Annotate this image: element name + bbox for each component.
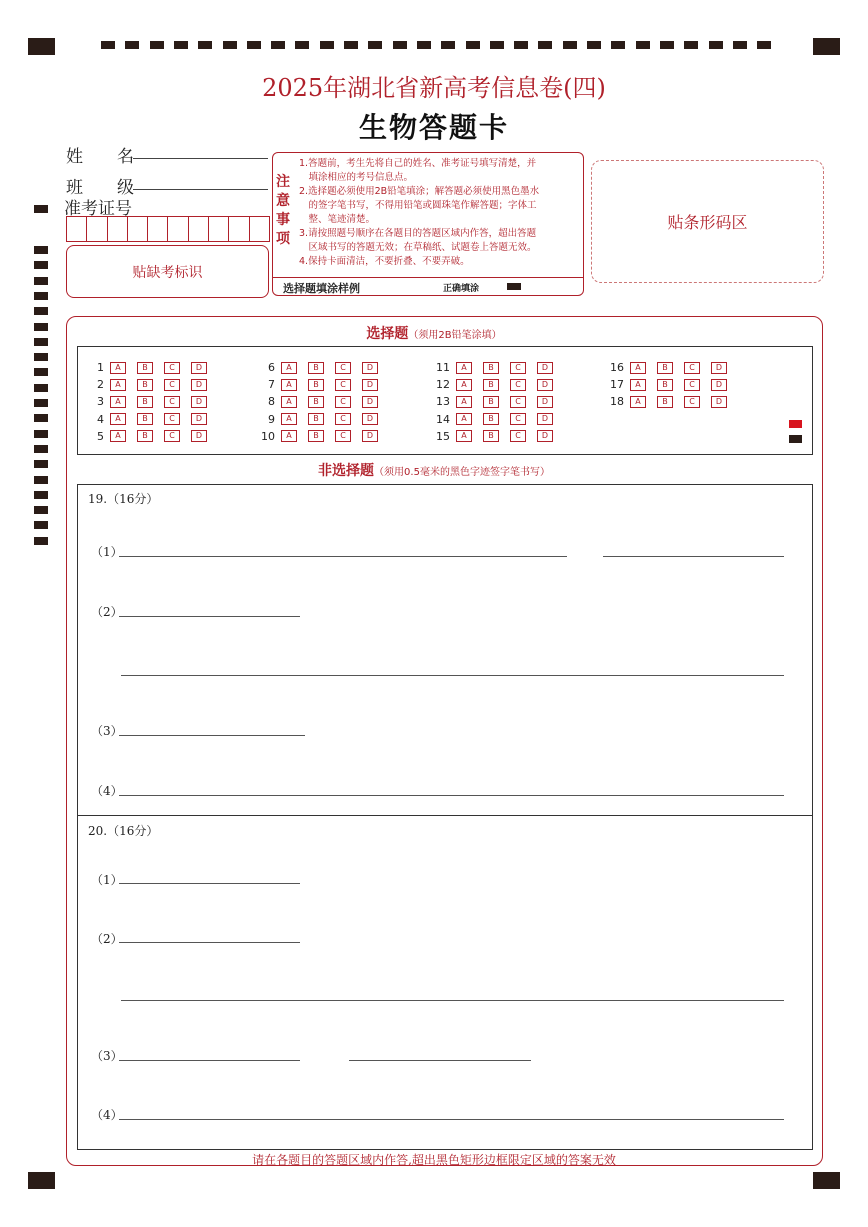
mc-option-bubble[interactable]: C [335,379,351,391]
timing-mark [660,41,674,49]
timing-mark [174,41,188,49]
q20-1-answer[interactable] [119,883,300,884]
mc-question-row [259,426,389,443]
timing-mark [34,414,48,422]
timing-mark [733,41,747,49]
mc-question-number: 16 [610,361,624,374]
mc-option-bubble[interactable]: B [308,362,324,374]
mc-question-number: 1 [97,361,104,374]
q20-part-2: （2） [91,932,123,946]
q19-part-2: （2） [91,605,123,619]
timing-mark [271,41,285,49]
mc-question-number: 3 [97,395,104,409]
mc-question-number: 9 [268,412,275,426]
q20-part-3: （3） [91,1049,123,1063]
q19-2-answer-a[interactable] [119,616,300,617]
timing-mark [441,41,455,49]
timing-mark [417,41,431,49]
mc-option-bubble[interactable]: D [537,430,553,442]
mc-option-bubble[interactable]: D [191,379,207,391]
mc-option-bubble[interactable]: B [308,430,324,442]
timing-mark [34,491,48,499]
mc-question-number: 6 [268,361,275,374]
mc-option-bubble[interactable]: A [110,379,126,391]
mc-option-bubble[interactable]: C [510,362,526,374]
q20-part-1: （1） [91,873,123,887]
mc-option-bubble[interactable]: B [308,379,324,391]
timing-mark [344,41,358,49]
sample-label: 选择题填涂样例 [283,282,360,295]
mc-option-bubble[interactable]: A [456,430,472,442]
mc-option-bubble[interactable]: C [684,362,700,374]
mc-option-bubble[interactable]: B [483,362,499,374]
mc-option-bubble[interactable]: C [164,379,180,391]
mc-option-bubble[interactable]: B [137,379,153,391]
timing-mark [34,292,48,300]
nonmc-section-title: 非选择题（须用0.5毫米的黑色字迹签字笔书写） [318,463,550,479]
timing-mark [320,41,334,49]
timing-mark [34,506,48,514]
mc-option-bubble[interactable]: B [137,430,153,442]
mc-option-bubble[interactable]: D [711,362,727,374]
mc-question-number: 7 [268,378,275,392]
corner-marker-bottom-right [813,1172,840,1189]
notice-heading: 注 意 事 项 [276,174,290,247]
mc-option-bubble[interactable]: D [362,362,378,374]
q20-2-answer-a[interactable] [119,942,300,943]
mc-option-bubble[interactable]: C [164,413,180,425]
mc-question-number: 2 [97,378,104,392]
q19-4-answer[interactable] [119,795,784,796]
mc-option-bubble[interactable]: C [510,413,526,425]
timing-mark [101,41,115,49]
mc-option-bubble[interactable]: C [164,396,180,408]
mc-question-row [608,374,738,391]
name-field[interactable] [133,158,268,159]
timing-mark [34,537,48,545]
timing-mark [538,41,552,49]
mc-question-row [88,374,218,391]
timing-mark [563,41,577,49]
mc-question-number: 8 [268,395,275,409]
mc-option-bubble[interactable]: A [281,396,297,408]
timing-mark [34,430,48,438]
timing-mark [34,307,48,315]
mc-option-bubble[interactable]: B [137,413,153,425]
card-title: 生物答题卡 [358,111,509,144]
q20-3-answer-b[interactable] [349,1060,531,1061]
q20-title: 20.（16分） [88,824,159,838]
mc-question-row [259,409,389,426]
mc-option-bubble[interactable]: D [537,396,553,408]
q19-part-3: （3） [91,724,123,738]
mc-option-bubble[interactable]: D [537,362,553,374]
timing-mark [34,521,48,529]
mc-question-row [608,357,738,374]
mc-question-number: 10 [261,429,275,443]
timing-mark [684,41,698,49]
timing-mark [34,246,48,254]
mc-option-bubble[interactable]: A [456,379,472,391]
mc-option-bubble[interactable]: C [510,379,526,391]
mc-option-bubble[interactable]: D [191,396,207,408]
timing-mark [514,41,528,49]
timing-mark [150,41,164,49]
mc-option-bubble[interactable]: B [483,379,499,391]
mc-option-bubble[interactable]: B [137,362,153,374]
color-swatch-black [789,435,802,443]
q19-3-answer[interactable] [119,735,305,736]
timing-mark [490,41,504,49]
mc-option-bubble[interactable]: B [308,396,324,408]
q19-part-1: （1） [91,545,123,559]
notice-items: 1.答题前，考生先将自己的姓名、准考证号填写清楚，并 填涂相应的考号信息点。 2.选择题必须使用2B铅笔填涂；解答题必须使用黑色墨水 的签字笔书写，不得用铅笔或圆珠笔作解答题；字体工 整、笔迹清楚。 3.请按照题号顺序在各题目的答题区域内作答，超出答题 区域书写的答题无效；在草稿纸、试题卷上答题无效。 4.保持卡面清洁，不要折叠、不要弄破。 [299,158,540,267]
exam-id-label: 准考证号 [64,199,132,219]
timing-mark [34,353,48,361]
mc-option-bubble[interactable]: D [191,362,207,374]
mc-option-bubble[interactable]: A [630,362,646,374]
mc-option-bubble[interactable]: A [110,396,126,408]
mc-question-number: 4 [97,412,104,426]
mc-option-bubble[interactable]: C [164,362,180,374]
mc-question-number: 15 [436,429,450,443]
mc-option-bubble[interactable]: C [335,430,351,442]
timing-mark [466,41,480,49]
mc-option-bubble[interactable]: B [657,379,673,391]
mc-option-bubble[interactable]: D [711,379,727,391]
class-field[interactable] [133,189,268,190]
q19-1-answer-a[interactable] [119,556,567,557]
mc-question-row [434,374,564,391]
corner-marker-top-left [28,38,55,55]
mc-question-row [434,426,564,443]
timing-mark [198,41,212,49]
q20-3-answer-a[interactable] [119,1060,300,1061]
mc-option-bubble[interactable]: A [110,362,126,374]
mc-option-bubble[interactable]: D [362,413,378,425]
mc-option-bubble[interactable]: D [711,396,727,408]
mc-option-bubble[interactable]: A [630,396,646,408]
mc-option-bubble[interactable]: C [684,379,700,391]
q20-box [77,815,813,1150]
mc-option-bubble[interactable]: A [110,430,126,442]
mc-option-bubble[interactable]: B [308,413,324,425]
mc-question-row [434,357,564,374]
barcode-area [591,160,824,283]
timing-mark [611,41,625,49]
mc-question-row [88,409,218,426]
mc-question-row [259,357,389,374]
mc-question-number: 14 [436,412,450,426]
timing-mark [636,41,650,49]
mc-option-bubble[interactable]: C [510,430,526,442]
mc-question-number: 12 [436,378,450,392]
mc-option-bubble[interactable]: C [335,396,351,408]
mc-question-row [259,374,389,391]
color-swatch-red [789,420,802,428]
timing-mark [587,41,601,49]
mc-question-number: 5 [97,429,104,443]
q20-part-4: （4） [91,1108,123,1122]
mc-option-bubble[interactable]: C [335,362,351,374]
timing-mark [709,41,723,49]
mc-option-bubble[interactable]: C [335,413,351,425]
mc-option-bubble[interactable]: A [456,413,472,425]
timing-mark [125,41,139,49]
timing-mark [368,41,382,49]
mc-option-bubble[interactable]: A [281,430,297,442]
timing-mark [757,41,771,49]
q19-part-4: （4） [91,784,123,798]
mc-option-bubble[interactable]: B [137,396,153,408]
mc-question-row [88,357,218,374]
class-label: 班 级 [66,178,134,198]
exam-id-boxes[interactable] [66,216,270,242]
mc-question-row [434,391,564,408]
q20-4-answer[interactable] [119,1119,784,1120]
q19-2-answer-b[interactable] [121,675,784,676]
mc-option-bubble[interactable]: C [510,396,526,408]
timing-mark [34,384,48,392]
mc-question-row [88,391,218,408]
mc-question-row [608,391,738,408]
mc-question-number: 18 [610,395,624,409]
mc-option-bubble[interactable]: B [657,396,673,408]
footer-notice: 请在各题目的答题区域内作答,超出黑色矩形边框限定区域的答案无效 [252,1153,616,1167]
corner-marker-top-right [813,38,840,55]
timing-mark [34,368,48,376]
q19-1-answer-b[interactable] [603,556,784,557]
correct-fill-sample [507,283,521,290]
mc-question-row [259,391,389,408]
mc-option-bubble[interactable]: D [362,430,378,442]
mc-option-bubble[interactable]: A [630,379,646,391]
absent-mark-area[interactable] [66,245,269,298]
mc-question-row [88,426,218,443]
q19-box [77,484,813,816]
mc-option-bubble[interactable]: B [483,396,499,408]
timing-mark [393,41,407,49]
timing-mark [223,41,237,49]
corner-marker-bottom-left [28,1172,55,1189]
mc-option-bubble[interactable]: A [456,396,472,408]
mc-option-bubble[interactable]: A [281,379,297,391]
mc-option-bubble[interactable]: A [110,413,126,425]
mc-option-bubble[interactable]: B [483,430,499,442]
correct-fill-label: 正确填涂 [443,284,480,294]
mc-question-number: 13 [436,395,450,409]
timing-mark [34,445,48,453]
mc-option-bubble[interactable]: B [657,362,673,374]
timing-mark [34,277,48,285]
mc-option-bubble[interactable]: A [281,413,297,425]
q19-title: 19.（16分） [88,492,159,506]
mc-option-bubble[interactable]: D [362,379,378,391]
mc-option-bubble[interactable]: A [281,362,297,374]
mc-option-bubble[interactable]: D [537,413,553,425]
mc-question-number: 17 [610,378,624,392]
mc-option-bubble[interactable]: D [362,396,378,408]
absent-mark-label: 贴缺考标识 [132,264,203,281]
mc-option-bubble[interactable]: C [164,430,180,442]
mc-option-bubble[interactable]: C [684,396,700,408]
mc-option-bubble[interactable]: D [191,430,207,442]
notice-box [272,152,584,296]
timing-mark [34,205,48,213]
timing-mark [295,41,309,49]
mc-option-bubble[interactable]: A [456,362,472,374]
mc-option-bubble[interactable]: D [537,379,553,391]
timing-mark [247,41,261,49]
name-label: 姓 名 [66,147,134,167]
mc-option-bubble[interactable]: D [191,413,207,425]
timing-mark [34,261,48,269]
q20-2-answer-b[interactable] [121,1000,784,1001]
mc-section-title: 选择题（须用2B铅笔涂填） [366,326,502,342]
mc-option-bubble[interactable]: B [483,413,499,425]
barcode-label: 贴条形码区 [667,213,748,232]
mc-question-number: 11 [436,361,450,374]
timing-mark [34,399,48,407]
exam-title: 2025年湖北省新高考信息卷(四) [262,74,606,102]
mc-question-row [434,409,564,426]
